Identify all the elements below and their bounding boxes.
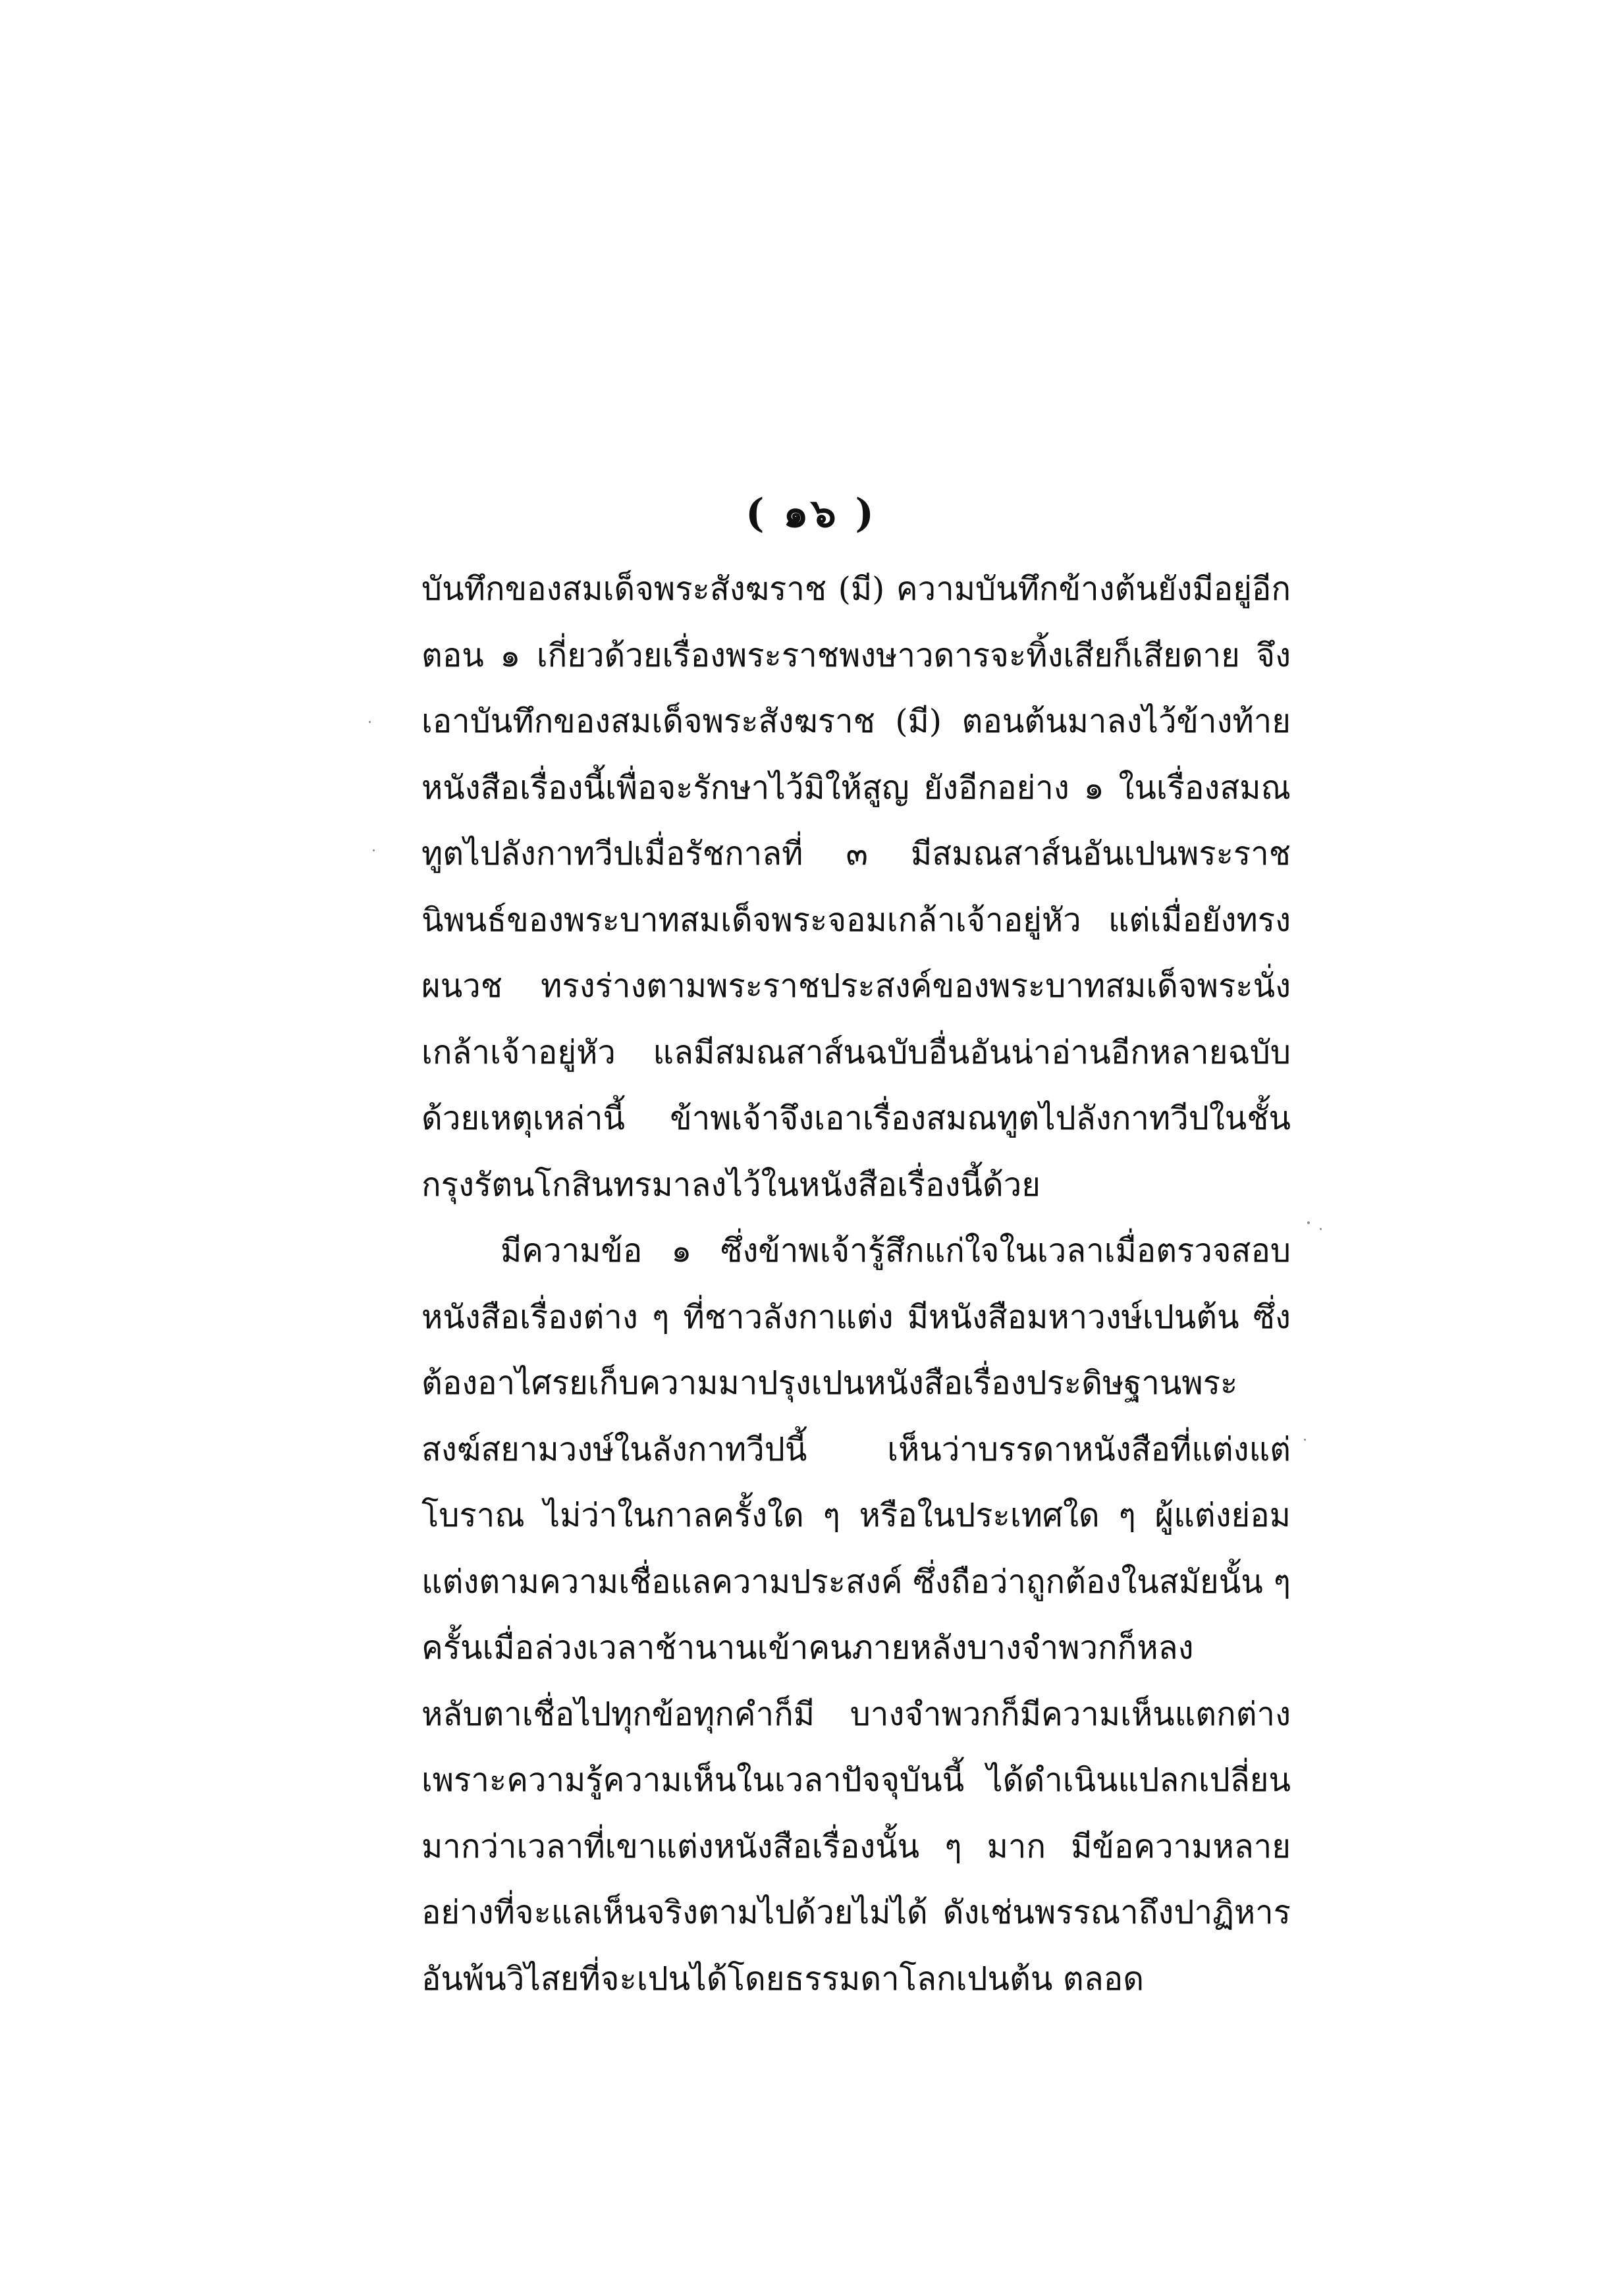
scan-speck [1320, 1228, 1322, 1230]
scan-speck [373, 849, 375, 851]
scan-speck [1307, 1221, 1310, 1224]
body-text [421, 556, 1291, 2012]
paragraph: บันทึกของสมเด็จพระสังฆราช (มี) ความบันทึกข้างต้นยังมีอยู่อีกตอน ๑ เกี่ยวด้วยเรื่องพระราชพงษาวดารจะทิ้งเสียก็เสียดาย จึงเอาบันทึกของสมเด็จพระสังฆราช (มี) ตอนต้นมาลงไว้ข้างท้ายหนังสือเรื่องนี้เพื่อจะรักษาไว้มิให้สูญ ยังอีกอย่าง ๑ ในเรื่องสมณทูตไปลังกาทวีปเมื่อรัชกาลที่ ๓ มีสมณสาส์นอันเปนพระราชนิพนธ์ของพระบาทสมเด็จพระจอมเกล้าเจ้าอยู่หัว แต่เมื่อยังทรงผนวช ทรงร่างตามพระราชประสงค์ของพระบาทสมเด็จพระนั่งเกล้าเจ้าอยู่หัว แลมีสมณสาส์นฉบับอื่นอันน่าอ่านอีกหลายฉบับ ด้วยเหตุเหล่านี้ ข้าพเจ้าจึงเอาเรื่องสมณทูตไปลังกาทวีปในชั้นกรุงรัตนโกสินทรมาลงไว้ในหนังสือเรื่องนี้ด้วย [421, 570, 1291, 1204]
scan-speck [369, 721, 371, 723]
scan-speck [1304, 1439, 1306, 1441]
paragraph: มีความข้อ ๑ ซึ่งข้าพเจ้ารู้สึกแก่ใจในเวลาเมื่อตรวจสอบหนังสือเรื่องต่าง ๆ ที่ชาวลังกาแต่ง มีหนังสือมหาวงษ์เปนต้น ซึ่งต้องอาไศรยเก็บความมาปรุงเปนหนังสือเรื่องประดิษฐานพระสงฆ์สยามวงษ์ในลังกาทวีปนี้ เห็นว่าบรรดาหนังสือที่แต่งแต่โบราณ ไม่ว่าในกาลครั้งใด ๆ หรือในประเทศใด ๆ ผู้แต่งย่อมแต่งตามความเชื่อแลความประสงค์ ซึ่งถือว่าถูกต้องในสมัยนั้น ๆ ครั้นเมื่อล่วงเวลาช้านานเข้าคนภายหลังบางจำพวกก็หลงหลับตาเชื่อไปทุกข้อทุกคำก็มี บางจำพวกก็มีความเห็นแตกต่าง เพราะความรู้ความเห็นในเวลาปัจจุบันนี้ ได้ดำเนินแปลกเปลี่ยนมากว่าเวลาที่เขาแต่งหนังสือเรื่องนั้น ๆ มาก มีข้อความหลายอย่างที่จะแลเห็นจริงตามไปด้วยไม่ได้ ดังเช่นพรรณาถึงปาฏิหารอันพ้นวิไสยที่จะเปนได้โดยธรรมดาโลกเปนต้น ตลอด [421, 1232, 1291, 1998]
page-number: ( ๑๖ ) [745, 491, 877, 537]
